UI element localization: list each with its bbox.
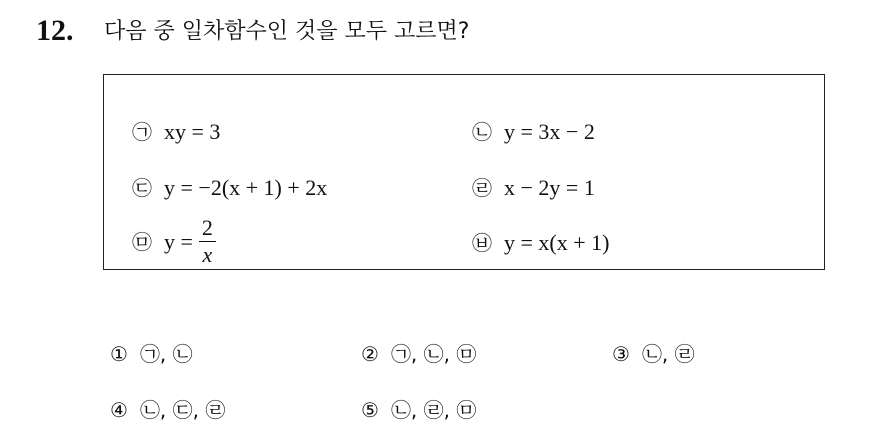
condition-item	[472, 229, 609, 257]
question-text: 다음 중 일차함수인 것을 모두 고르면?	[104, 19, 470, 44]
condition-expression: x − 2y = 1	[504, 175, 595, 200]
condition-item	[472, 118, 595, 146]
answer-choice-4[interactable]	[110, 397, 225, 423]
choice-text: ㉠, ㉡	[139, 342, 193, 366]
answer-choice-1[interactable]	[110, 341, 193, 367]
answer-choice-2[interactable]	[361, 341, 476, 367]
condition-marker: ㉣	[472, 176, 492, 200]
condition-marker: ㉤	[132, 229, 152, 254]
choice-number: ①	[110, 342, 128, 366]
condition-expression: xy = 3	[164, 119, 221, 144]
condition-expression-left: y =	[164, 228, 193, 254]
condition-item	[132, 217, 216, 266]
condition-marker: ㉠	[132, 120, 152, 144]
choice-number: ⑤	[361, 398, 379, 422]
choice-number: ②	[361, 342, 379, 366]
choice-text: ㉠, ㉡, ㉤	[390, 342, 477, 366]
conditions-box	[103, 74, 825, 270]
condition-marker: ㉥	[472, 231, 492, 255]
choice-number: ④	[110, 398, 128, 422]
fraction	[199, 217, 216, 266]
choice-number: ③	[612, 342, 630, 366]
fraction-numerator: 2	[199, 217, 216, 242]
condition-item	[132, 174, 327, 202]
condition-item	[132, 118, 220, 146]
fraction-denominator: x	[202, 242, 213, 267]
condition-item	[472, 174, 595, 202]
choice-text: ㉡, ㉣	[641, 342, 695, 366]
condition-marker: ㉢	[132, 176, 152, 200]
condition-expression: y = 3x − 2	[504, 119, 595, 144]
condition-expression: y = x(x + 1)	[504, 230, 610, 255]
question-number: 12.	[36, 14, 74, 47]
choice-text: ㉡, ㉣, ㉤	[390, 398, 477, 422]
condition-marker: ㉡	[472, 120, 492, 144]
choice-text: ㉡, ㉢, ㉣	[139, 398, 226, 422]
answer-choice-5[interactable]	[361, 397, 476, 423]
condition-expression: y = −2(x + 1) + 2x	[164, 175, 328, 200]
answer-choice-3[interactable]	[612, 341, 695, 367]
